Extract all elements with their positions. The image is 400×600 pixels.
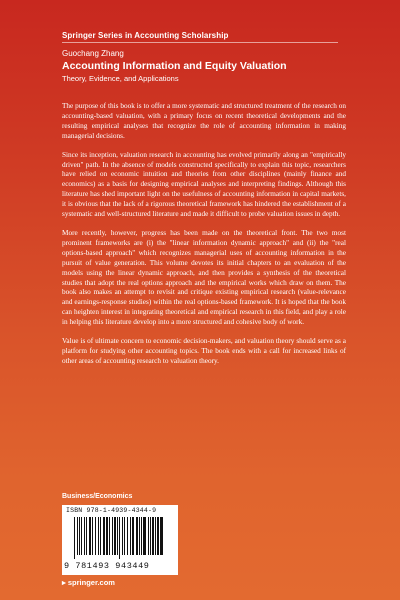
- barcode-bar: [136, 517, 138, 555]
- barcode-bar: [122, 517, 123, 555]
- barcode-bar: [157, 517, 159, 555]
- barcode-bar: [77, 517, 78, 555]
- barcode-bar: [95, 517, 96, 555]
- author-name: Guochang Zhang: [62, 49, 124, 58]
- barcode-bar: [139, 517, 140, 555]
- barcode-bar: [124, 517, 125, 555]
- barcode-bar: [79, 517, 80, 555]
- barcode-bar: [98, 517, 99, 555]
- isbn-label: ISBN 978-1-4939-4344-9: [66, 507, 157, 514]
- barcode-bar: [143, 517, 146, 555]
- book-title: Accounting Information and Equity Valuation: [62, 60, 287, 72]
- barcode-bar: [112, 517, 113, 555]
- barcode-bar: [152, 517, 154, 555]
- blurb-paragraph: Value is of ultimate concern to economic decision-makers, and valuation theory should serve as a platform for studying other accounting topics. The book ends with a call for increased links of other areas of accounting research to valuation theory.: [62, 337, 346, 365]
- barcode-bar: [130, 517, 131, 555]
- barcode-bar: [127, 517, 128, 555]
- book-subtitle: Theory, Evidence, and Applications: [62, 74, 179, 83]
- barcode-bar: [114, 517, 116, 555]
- blurb-paragraph: The purpose of this book is to offer a more systematic and structured treatment of the research on accounting-based valuation, with a primary focus on recent theoretical developments and the resulting empirical analyses that recognize the role of accounting information in making managerial decisions.: [62, 102, 346, 140]
- barcode-bar: [160, 517, 163, 555]
- barcode-bar: [155, 517, 156, 555]
- barcode-bar: [74, 517, 75, 559]
- barcode-bar: [148, 517, 149, 555]
- barcode-bar: [100, 517, 101, 555]
- isbn-barcode: [62, 505, 178, 575]
- barcode-bar: [86, 517, 87, 555]
- barcode-bar: [81, 517, 82, 555]
- subject-category: Business/Economics: [62, 493, 133, 500]
- blurb-paragraph: More recently, however, progress has been made on the theoretical front. The two most prominent frameworks are (i) the "linear information dynamic approach" and (ii) the "real options-based approach" which recognizes managerial uses of accounting information in the pursuit of value generation. This volume devotes its initial chapters to an evaluation of the models using the linear dynamic approach, and then provides a synthesis of the theoretical studies that adopt the real options approach and the empirical works which draw on them. The book also makes an attempt to revisit and critique existing empirical research (value-relevance and earnings-response studies) within the real options-based framework. It is hoped that the book can heighten interest in integrating theoretical and empirical research in this field, and play a role in helping this literature develop into a more structured and cohesive body of work.: [62, 228, 346, 327]
- barcode-bar: [141, 517, 142, 555]
- barcode-bar: [92, 517, 93, 555]
- barcode-bar: [150, 517, 151, 555]
- website-text: springer.com: [67, 578, 115, 587]
- barcode-bars: [74, 517, 166, 559]
- blurb-paragraph: Since its inception, valuation research in accounting has evolved primarily along an "empirically driven" path. In the absence of models constructed specifically to explain this topic, researchers have relied on economic intuition and theories from other disciplines (mainly finance and economics) as a basis for designing empirical analyses and interpreting findings. Although this literature has shed important light on the usefulness of accounting information in capital markets, it is obvious that the lack of a rigorous theoretical framework has hindered the establishment of a systematic and well-structured literature and made it difficult to probe valuation issues in depth.: [62, 150, 346, 219]
- barcode-bar: [109, 517, 110, 555]
- barcode-bar: [119, 517, 120, 559]
- back-cover-blurb: [62, 102, 346, 376]
- website-bullet-icon: ▸: [62, 578, 68, 587]
- barcode-bar: [132, 517, 134, 555]
- series-name: Springer Series in Accounting Scholarship: [62, 31, 229, 40]
- publisher-website: [62, 578, 115, 587]
- header-divider: [62, 42, 338, 43]
- barcode-bar: [117, 517, 118, 555]
- barcode-bar: [84, 517, 85, 555]
- isbn-digits: 9 781493 943449: [64, 561, 150, 571]
- barcode-bar: [103, 517, 105, 555]
- barcode-bar: [89, 517, 91, 555]
- barcode-bar: [106, 517, 108, 555]
